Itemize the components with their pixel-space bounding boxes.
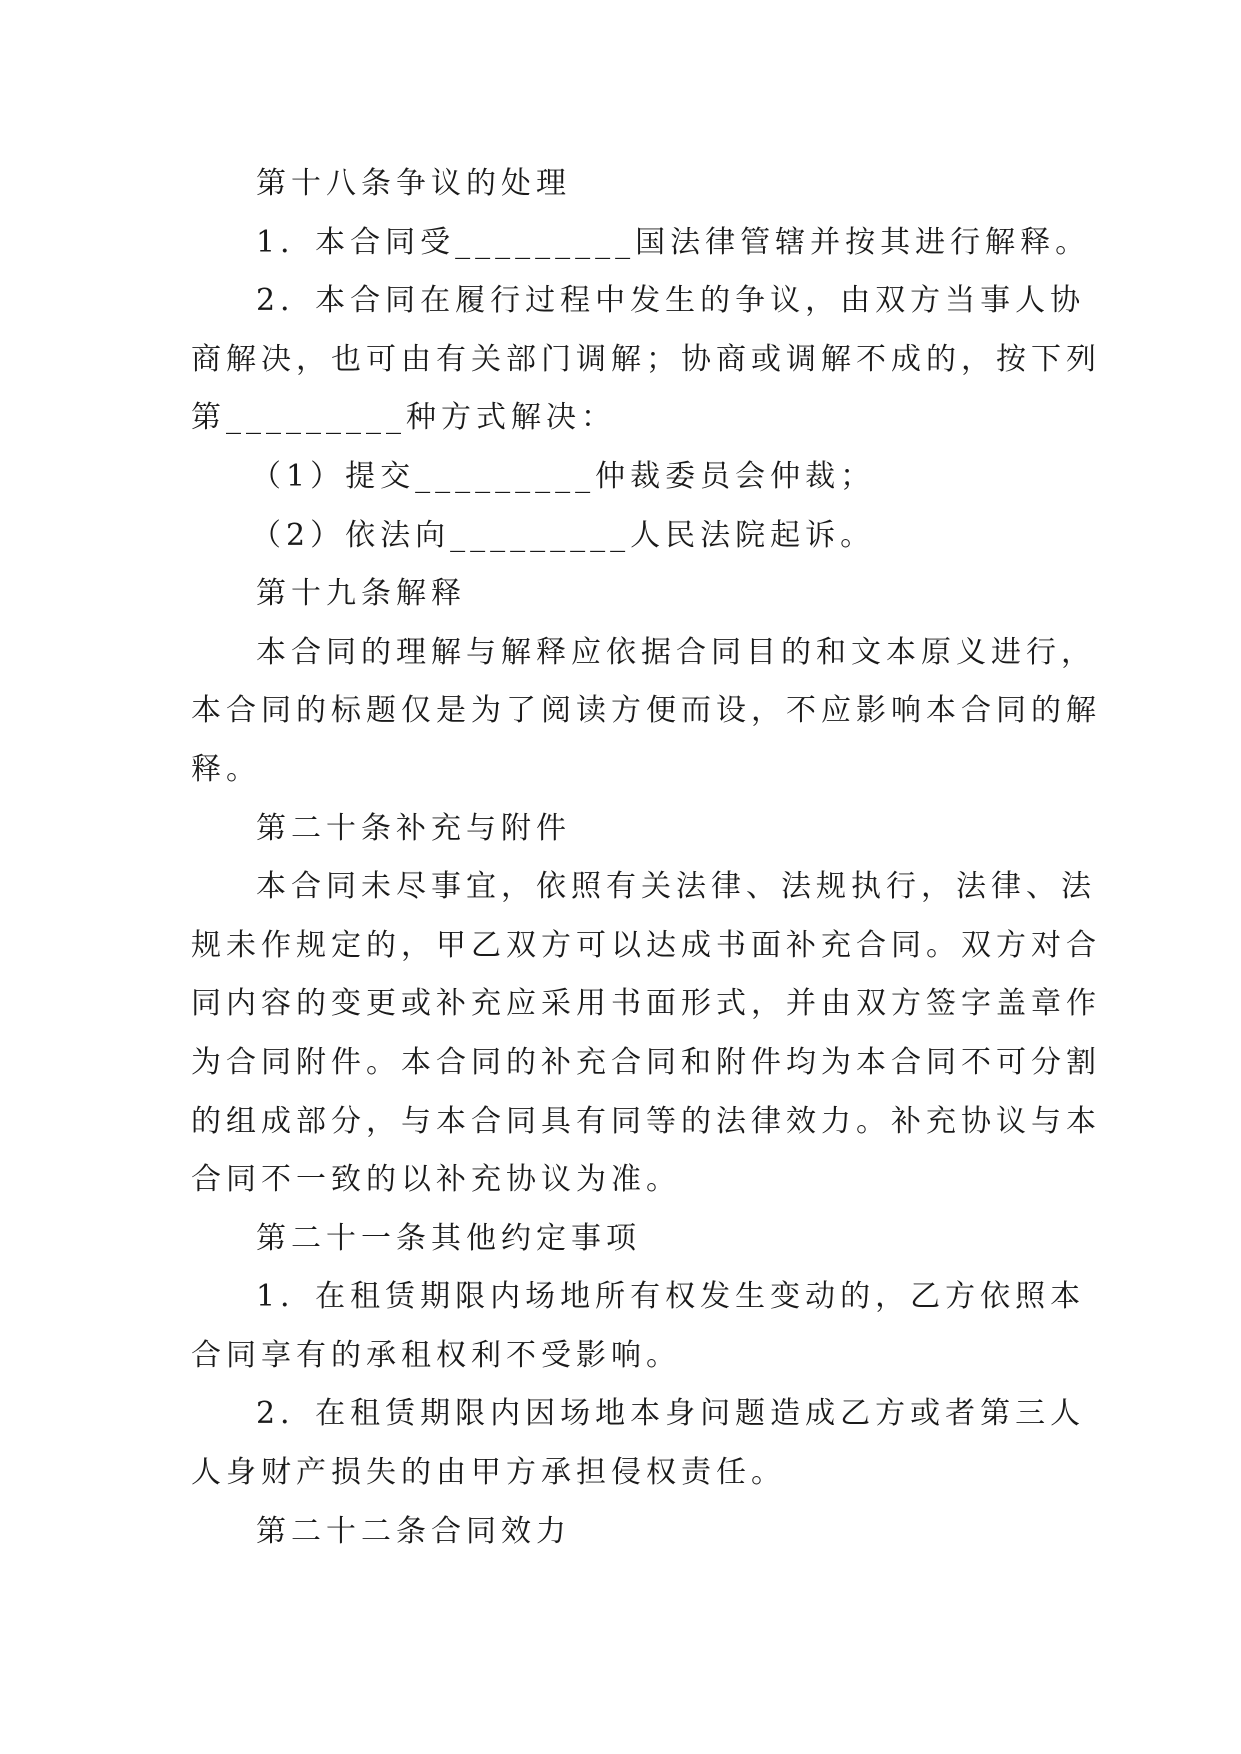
article-21-heading: 第二十一条其他约定事项 xyxy=(256,1220,641,1256)
paragraph-line: 人身财产损失的由甲方承担侵权责任。 xyxy=(191,1455,786,1491)
paragraph-line: 第_________种方式解决： xyxy=(191,400,616,436)
paragraph-line: 2．本合同在履行过程中发生的争议，由双方当事人协 xyxy=(256,283,1086,319)
paragraph-line: 2．在租赁期限内因场地本身问题造成乙方或者第三人 xyxy=(256,1396,1086,1432)
paragraph-line: 本合同的标题仅是为了阅读方便而设，不应影响本合同的解 xyxy=(191,693,1101,729)
paragraph-line: 为合同附件。本合同的补充合同和附件均为本合同不可分割 xyxy=(191,1044,1101,1080)
article-19-heading: 第十九条解释 xyxy=(256,576,466,612)
paragraph-line: 商解决，也可由有关部门调解；协商或调解不成的，按下列 xyxy=(191,341,1101,377)
article-20-heading: 第二十条补充与附件 xyxy=(256,810,571,846)
paragraph-line: （2）依法向_________人民法院起诉。 xyxy=(251,517,876,553)
paragraph-line: 1．本合同受_________国法律管辖并按其进行解释。 xyxy=(256,224,1091,260)
article-18-heading: 第十八条争议的处理 xyxy=(256,166,571,201)
paragraph-line: 的组成部分，与本合同具有同等的法律效力。补充协议与本 xyxy=(191,1103,1101,1139)
paragraph-line: 合同不一致的以补充协议为准。 xyxy=(191,1162,681,1198)
paragraph-line: 释。 xyxy=(191,751,261,787)
article-22-heading: 第二十二条合同效力 xyxy=(256,1513,571,1549)
paragraph-line: 本合同的理解与解释应依据合同目的和文本原义进行， xyxy=(256,634,1096,670)
paragraph-line: 规未作规定的，甲乙双方可以达成书面补充合同。双方对合 xyxy=(191,927,1101,963)
paragraph-line: （1）提交_________仲裁委员会仲裁； xyxy=(251,458,876,494)
paragraph-line: 1．在租赁期限内场地所有权发生变动的，乙方依照本 xyxy=(256,1279,1086,1315)
paragraph-line: 合同享有的承租权利不受影响。 xyxy=(191,1337,681,1373)
paragraph-line: 同内容的变更或补充应采用书面形式，并由双方签字盖章作 xyxy=(191,986,1101,1022)
document-body xyxy=(191,155,1101,1561)
paragraph-line: 本合同未尽事宜，依照有关法律、法规执行，法律、法 xyxy=(256,869,1096,905)
